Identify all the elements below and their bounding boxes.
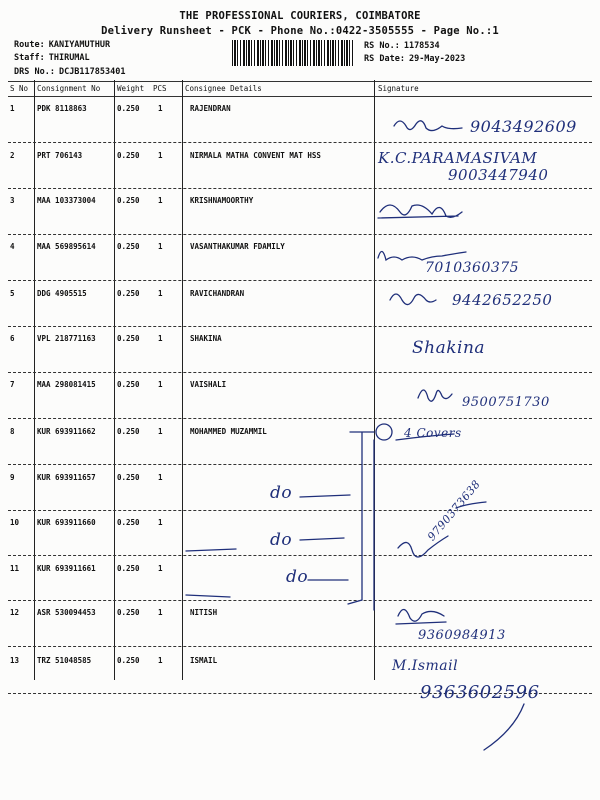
col-pcs-header: PCS xyxy=(153,84,167,93)
row-consignment-no: KUR 693911657 xyxy=(37,473,96,482)
row-consignee: NITISH xyxy=(190,608,218,617)
barcode xyxy=(232,40,354,66)
col-consignment-header: Consignment No xyxy=(37,84,101,93)
row-weight: 0.250 xyxy=(117,608,140,617)
row-consignment-no: MAA 103373004 xyxy=(37,196,96,205)
row-pcs: 1 xyxy=(158,334,163,343)
drs-value: DCJB117853401 xyxy=(58,67,126,77)
row-sno: 4 xyxy=(10,242,15,251)
row-pcs: 1 xyxy=(158,427,163,436)
ditto-mark: do xyxy=(270,483,293,503)
row-weight: 0.250 xyxy=(117,564,140,573)
signature-scribble xyxy=(378,205,462,218)
route-label: Route: xyxy=(14,40,45,50)
row-separator xyxy=(8,142,592,143)
row-consignee: KRISHNAMOORTHY xyxy=(190,196,254,205)
company-title: THE PROFESSIONAL COURIERS, COIMBATORE xyxy=(179,10,421,22)
row-separator xyxy=(8,188,592,189)
handwritten-name: M.Ismail xyxy=(392,658,459,674)
drs-line xyxy=(14,67,125,77)
header-bottom-rule xyxy=(8,96,592,97)
row-weight: 0.250 xyxy=(117,242,140,251)
check-mark xyxy=(484,704,524,750)
route-line xyxy=(14,40,110,50)
row-pcs: 1 xyxy=(158,564,163,573)
signature-scribble xyxy=(396,609,446,624)
handwritten-phone: 9043492609 xyxy=(470,117,577,136)
row-weight: 0.250 xyxy=(117,104,140,113)
row-consignee: VASANTHAKUMAR FDAMILY xyxy=(190,242,285,251)
row-separator xyxy=(8,372,592,373)
handwritten-phone: 9442652250 xyxy=(452,291,553,309)
row-weight: 0.250 xyxy=(117,473,140,482)
column-divider xyxy=(182,80,183,680)
row-pcs: 1 xyxy=(158,196,163,205)
col-weight-header: Weight xyxy=(117,84,145,93)
count-circle xyxy=(376,424,392,440)
handwritten-phone: 9360984913 xyxy=(418,628,506,643)
row-consignment-no: DDG 4905515 xyxy=(37,289,87,298)
row-separator xyxy=(8,418,592,419)
row-consignee: MOHAMMED MUZAMMIL xyxy=(190,427,267,436)
row-sno: 13 xyxy=(10,656,20,665)
row-consignment-no: MAA 298081415 xyxy=(37,380,96,389)
rs-no-value: 1178534 xyxy=(403,41,440,51)
row-sno: 9 xyxy=(10,473,15,482)
row-consignment-no: PDK 8118863 xyxy=(37,104,87,113)
row-weight: 0.250 xyxy=(117,518,140,527)
row-separator xyxy=(8,555,592,556)
handwritten-phone: 9500751730 xyxy=(462,395,550,410)
row-consignee: RAVICHANDRAN xyxy=(190,289,245,298)
row-weight: 0.250 xyxy=(117,427,140,436)
rs-date-line xyxy=(364,54,465,64)
ditto-dash xyxy=(186,549,236,597)
col-sno-header: S No xyxy=(10,84,29,93)
row-pcs: 1 xyxy=(158,473,163,482)
row-weight: 0.250 xyxy=(117,380,140,389)
row-consignment-no: ASR 530094453 xyxy=(37,608,96,617)
ditto-mark: do xyxy=(286,567,309,587)
row-consignment-no: KUR 693911660 xyxy=(37,518,96,527)
row-sno: 10 xyxy=(10,518,20,527)
rs-no-label: RS No.: xyxy=(364,41,400,51)
signature-scribble xyxy=(390,294,436,305)
row-pcs: 1 xyxy=(158,242,163,251)
row-sno: 1 xyxy=(10,104,15,113)
row-consignee: SHAKINA xyxy=(190,334,222,343)
handwritten-signature: Shakina xyxy=(412,338,486,358)
handwritten-phone: 9003447940 xyxy=(448,166,549,184)
staff-line xyxy=(14,53,90,63)
row-pcs: 1 xyxy=(158,518,163,527)
row-sno: 12 xyxy=(10,608,20,617)
column-divider xyxy=(114,80,115,680)
handwritten-note: 4 Covers xyxy=(404,426,462,440)
row-consignment-no: PRT 706143 xyxy=(37,151,83,160)
row-separator xyxy=(8,280,592,281)
row-sno: 6 xyxy=(10,334,15,343)
row-separator xyxy=(8,234,592,235)
staff-value: THIRUMAL xyxy=(48,53,90,63)
row-sno: 8 xyxy=(10,427,15,436)
row-consignment-no: KUR 693911661 xyxy=(37,564,96,573)
table-top-rule xyxy=(8,81,592,82)
signature-scribble xyxy=(394,121,462,131)
row-consignee: ISMAIL xyxy=(190,656,218,665)
handwritten-phone: 9363602596 xyxy=(420,682,540,703)
drs-label: DRS No.: xyxy=(14,67,55,77)
rs-date-label: RS Date: xyxy=(364,54,405,64)
signature-scribble xyxy=(418,390,452,401)
runsheet-title: Delivery Runsheet - PCK - Phone No.:0422-3505555 - Page No.:1 xyxy=(101,25,499,37)
row-consignment-no: KUR 693911662 xyxy=(37,427,96,436)
row-separator xyxy=(8,646,592,647)
row-consignee: NIRMALA MATHA CONVENT MAT HSS xyxy=(190,151,321,160)
handwritten-phone: 7010360375 xyxy=(425,260,520,276)
row-pcs: 1 xyxy=(158,151,163,160)
row-consignment-no: TRZ 51048585 xyxy=(37,656,92,665)
col-signature-header: Signature xyxy=(378,84,419,93)
handwritten-phone: 9790373638 xyxy=(425,477,484,544)
row-weight: 0.250 xyxy=(117,334,140,343)
row-consignment-no: VPL 218771163 xyxy=(37,334,96,343)
ditto-mark: do xyxy=(270,530,293,550)
row-consignment-no: MAA 569895614 xyxy=(37,242,96,251)
handwritten-name: K.C.PARAMASIVAM xyxy=(378,149,538,167)
rs-no-line xyxy=(364,41,440,51)
row-pcs: 1 xyxy=(158,289,163,298)
col-consignee-header: Consignee Details xyxy=(185,84,262,93)
row-separator xyxy=(8,600,592,601)
row-weight: 0.250 xyxy=(117,656,140,665)
row-pcs: 1 xyxy=(158,104,163,113)
staff-label: Staff: xyxy=(14,53,45,63)
row-pcs: 1 xyxy=(158,656,163,665)
row-consignee: VAISHALI xyxy=(190,380,227,389)
row-sno: 11 xyxy=(10,564,20,573)
row-pcs: 1 xyxy=(158,380,163,389)
row-weight: 0.250 xyxy=(117,196,140,205)
column-divider xyxy=(374,80,375,680)
row-pcs: 1 xyxy=(158,608,163,617)
route-value: KANIYAMUTHUR xyxy=(48,40,111,50)
signature-scribble xyxy=(378,251,466,260)
row-separator xyxy=(8,326,592,327)
row-sno: 2 xyxy=(10,151,15,160)
column-divider xyxy=(34,80,35,680)
row-sno: 3 xyxy=(10,196,15,205)
row-weight: 0.250 xyxy=(117,289,140,298)
row-sno: 7 xyxy=(10,380,15,389)
row-sno: 5 xyxy=(10,289,15,298)
row-separator xyxy=(8,510,592,511)
row-separator xyxy=(8,464,592,465)
rs-date-value: 29-May-2023 xyxy=(408,54,466,64)
row-weight: 0.250 xyxy=(117,151,140,160)
bracket-line xyxy=(348,432,374,604)
row-consignee: RAJENDRAN xyxy=(190,104,231,113)
